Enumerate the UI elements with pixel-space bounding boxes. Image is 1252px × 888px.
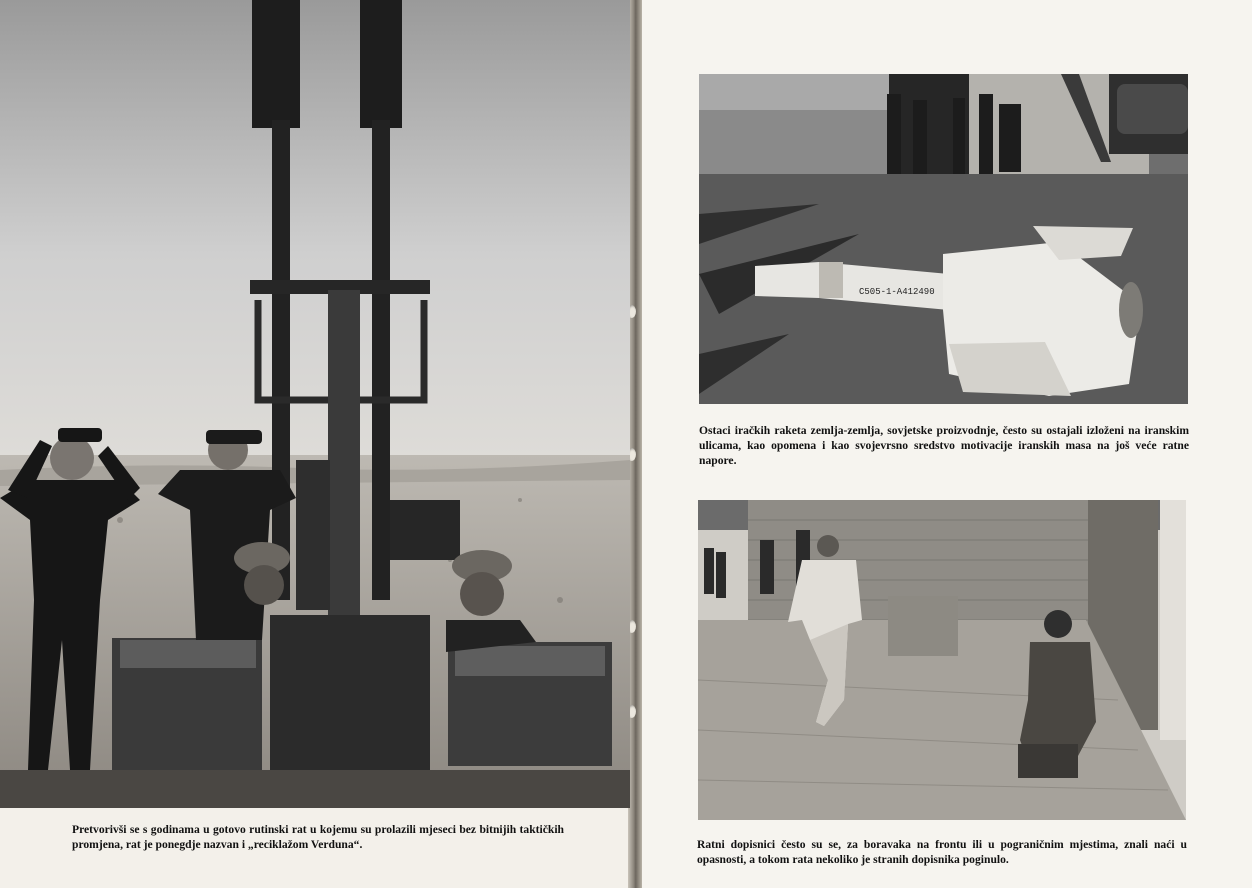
war-correspondents-photo bbox=[698, 500, 1186, 820]
correspondents-caption: Ratni dopisnici često su se, za boravaka na frontu ili u pograničnim mjestima, znali naći u opasnosti, a tokom rata nekoliko je stranih dopisnika poginulo. bbox=[697, 838, 1187, 866]
anti-aircraft-gun-photo bbox=[0, 0, 630, 808]
anti-aircraft-caption: Pretvorivši se s godinama u gotovo rutinski rat u kojemu su prolazili mjeseci bez bitnijih taktičkih promjena, rat je ponegdje nazvan i „reciklažom Verduna“. bbox=[72, 823, 564, 851]
missile-remains-photo bbox=[699, 74, 1188, 404]
missile-caption: Ostaci iračkih raketa zemlja-zemlja, sovjetske proizvodnje, često su ostajali izloženi na iranskim ulicama, kao opomena i kao svojevrsno sredstvo motivacije iranskih masa na još veće ratne napore. bbox=[699, 424, 1189, 467]
missile-marking: C505-1-A412490 bbox=[859, 287, 935, 297]
book-gutter bbox=[628, 0, 642, 888]
